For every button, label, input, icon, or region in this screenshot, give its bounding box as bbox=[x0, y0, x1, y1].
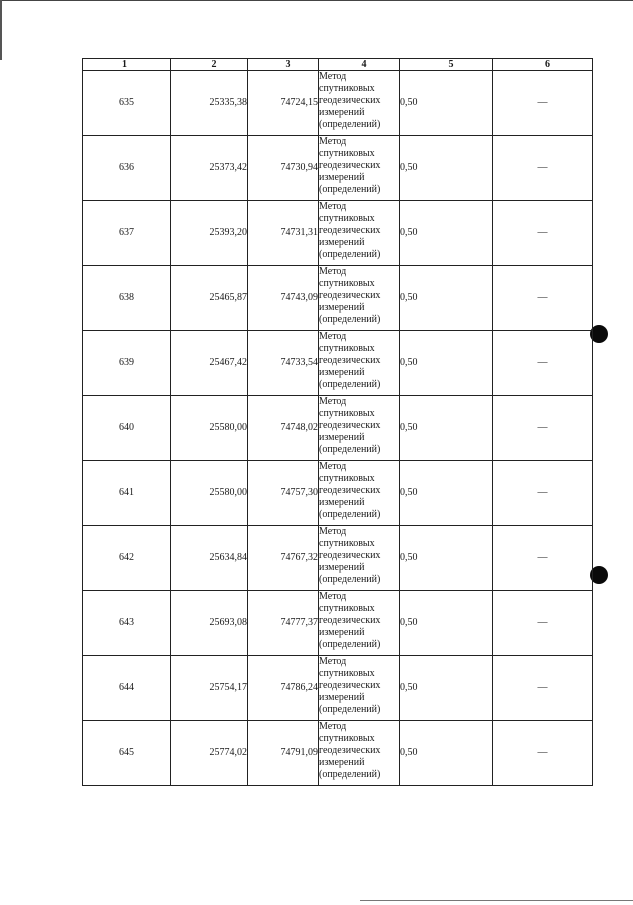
table-row bbox=[83, 721, 593, 786]
method-text-line: измерений bbox=[319, 757, 365, 768]
method-text-line: геодезических bbox=[319, 355, 381, 366]
accuracy-cell: 0,50 bbox=[400, 331, 493, 396]
accuracy-cell: 0,50 bbox=[400, 201, 493, 266]
method-cell bbox=[319, 331, 400, 396]
point-number-cell: 645 bbox=[83, 721, 171, 786]
accuracy-cell: 0,50 bbox=[400, 721, 493, 786]
method-text-line: спутниковых bbox=[319, 83, 375, 94]
method-text-line: геодезических bbox=[319, 95, 381, 106]
method-text-line: геодезических bbox=[319, 680, 381, 691]
x-coordinate-cell: 25693,08 bbox=[171, 591, 248, 656]
column-header-2: 2 bbox=[171, 59, 248, 71]
method-text-line: спутниковых bbox=[319, 213, 375, 224]
y-coordinate-cell: 74730,94 bbox=[248, 136, 319, 201]
x-coordinate-cell: 25580,00 bbox=[171, 461, 248, 526]
x-coordinate-cell: 25393,20 bbox=[171, 201, 248, 266]
note-cell: — bbox=[493, 331, 593, 396]
method-text-line: Метод bbox=[319, 331, 347, 342]
accuracy-cell: 0,50 bbox=[400, 656, 493, 721]
y-coordinate-cell: 74724,15 bbox=[248, 71, 319, 136]
accuracy-cell: 0,50 bbox=[400, 71, 493, 136]
method-text-line: Метод bbox=[319, 201, 347, 212]
accuracy-cell: 0,50 bbox=[400, 591, 493, 656]
method-cell bbox=[319, 526, 400, 591]
method-text-line: (определений) bbox=[319, 704, 381, 715]
method-text-line: спутниковых bbox=[319, 408, 375, 419]
method-text-line: геодезических bbox=[319, 615, 381, 626]
accuracy-cell: 0,50 bbox=[400, 526, 493, 591]
table-header bbox=[83, 59, 593, 71]
y-coordinate-cell: 74731,31 bbox=[248, 201, 319, 266]
method-text-line: измерений bbox=[319, 107, 365, 118]
method-text-line: (определений) bbox=[319, 119, 381, 130]
method-text-line: спутниковых bbox=[319, 668, 375, 679]
x-coordinate-cell: 25465,87 bbox=[171, 266, 248, 331]
column-header-5: 5 bbox=[400, 59, 493, 71]
method-text-line: (определений) bbox=[319, 184, 381, 195]
coordinates-table bbox=[82, 58, 593, 786]
point-number-cell: 638 bbox=[83, 266, 171, 331]
column-header-6: 6 bbox=[493, 59, 593, 71]
table-row bbox=[83, 656, 593, 721]
header-row bbox=[83, 59, 593, 71]
note-cell: — bbox=[493, 461, 593, 526]
y-coordinate-cell: 74767,32 bbox=[248, 526, 319, 591]
method-cell bbox=[319, 71, 400, 136]
method-text-line: измерений bbox=[319, 432, 365, 443]
method-cell bbox=[319, 591, 400, 656]
point-number-cell: 639 bbox=[83, 331, 171, 396]
point-number-cell: 644 bbox=[83, 656, 171, 721]
scan-edge-bottom bbox=[360, 900, 633, 901]
point-number-cell: 641 bbox=[83, 461, 171, 526]
y-coordinate-cell: 74733,54 bbox=[248, 331, 319, 396]
method-text-line: Метод bbox=[319, 136, 347, 147]
method-text-line: измерений bbox=[319, 367, 365, 378]
method-cell bbox=[319, 461, 400, 526]
note-cell: — bbox=[493, 526, 593, 591]
table-row bbox=[83, 461, 593, 526]
scan-edge-top bbox=[0, 0, 633, 1]
y-coordinate-cell: 74757,30 bbox=[248, 461, 319, 526]
coordinates-table-wrapper bbox=[82, 58, 593, 786]
x-coordinate-cell: 25335,38 bbox=[171, 71, 248, 136]
method-text-line: измерений bbox=[319, 692, 365, 703]
point-number-cell: 636 bbox=[83, 136, 171, 201]
method-text-line: геодезических bbox=[319, 290, 381, 301]
method-text-line: измерений bbox=[319, 237, 365, 248]
method-text-line: измерений bbox=[319, 302, 365, 313]
method-text-line: (определений) bbox=[319, 444, 381, 455]
method-cell bbox=[319, 396, 400, 461]
method-text-line: измерений bbox=[319, 172, 365, 183]
note-cell: — bbox=[493, 656, 593, 721]
note-cell: — bbox=[493, 396, 593, 461]
method-text-line: спутниковых bbox=[319, 603, 375, 614]
method-cell bbox=[319, 656, 400, 721]
x-coordinate-cell: 25774,02 bbox=[171, 721, 248, 786]
method-text-line: (определений) bbox=[319, 639, 381, 650]
note-cell: — bbox=[493, 591, 593, 656]
method-text-line: геодезических bbox=[319, 225, 381, 236]
y-coordinate-cell: 74777,37 bbox=[248, 591, 319, 656]
method-text-line: (определений) bbox=[319, 574, 381, 585]
method-text-line: (определений) bbox=[319, 249, 381, 260]
note-cell: — bbox=[493, 136, 593, 201]
note-cell: — bbox=[493, 201, 593, 266]
method-text-line: (определений) bbox=[319, 509, 381, 520]
column-header-3: 3 bbox=[248, 59, 319, 71]
method-text-line: спутниковых bbox=[319, 538, 375, 549]
method-text-line: спутниковых bbox=[319, 473, 375, 484]
method-text-line: спутниковых bbox=[319, 278, 375, 289]
table-body bbox=[83, 71, 593, 786]
table-row bbox=[83, 331, 593, 396]
y-coordinate-cell: 74786,24 bbox=[248, 656, 319, 721]
method-text-line: геодезических bbox=[319, 745, 381, 756]
method-text-line: Метод bbox=[319, 266, 347, 277]
method-text-line: измерений bbox=[319, 562, 365, 573]
method-text-line: (определений) bbox=[319, 379, 381, 390]
table-row bbox=[83, 201, 593, 266]
method-text-line: (определений) bbox=[319, 769, 381, 780]
point-number-cell: 643 bbox=[83, 591, 171, 656]
table-row bbox=[83, 396, 593, 461]
point-number-cell: 640 bbox=[83, 396, 171, 461]
method-cell bbox=[319, 266, 400, 331]
method-text-line: измерений bbox=[319, 627, 365, 638]
method-text-line: Метод bbox=[319, 71, 347, 82]
y-coordinate-cell: 74743,09 bbox=[248, 266, 319, 331]
column-header-4: 4 bbox=[319, 59, 400, 71]
note-cell: — bbox=[493, 721, 593, 786]
method-text-line: (определений) bbox=[319, 314, 381, 325]
method-cell bbox=[319, 136, 400, 201]
x-coordinate-cell: 25754,17 bbox=[171, 656, 248, 721]
accuracy-cell: 0,50 bbox=[400, 136, 493, 201]
method-text-line: Метод bbox=[319, 591, 347, 602]
method-text-line: Метод bbox=[319, 656, 347, 667]
method-text-line: геодезических bbox=[319, 160, 381, 171]
method-text-line: геодезических bbox=[319, 485, 381, 496]
accuracy-cell: 0,50 bbox=[400, 396, 493, 461]
x-coordinate-cell: 25634,84 bbox=[171, 526, 248, 591]
table-row bbox=[83, 526, 593, 591]
method-text-line: Метод bbox=[319, 461, 347, 472]
table-row bbox=[83, 591, 593, 656]
note-cell: — bbox=[493, 266, 593, 331]
method-text-line: Метод bbox=[319, 721, 347, 732]
method-text-line: геодезических bbox=[319, 420, 381, 431]
method-text-line: измерений bbox=[319, 497, 365, 508]
table-row bbox=[83, 266, 593, 331]
point-number-cell: 642 bbox=[83, 526, 171, 591]
method-text-line: Метод bbox=[319, 526, 347, 537]
method-text-line: геодезических bbox=[319, 550, 381, 561]
method-cell bbox=[319, 201, 400, 266]
method-cell bbox=[319, 721, 400, 786]
accuracy-cell: 0,50 bbox=[400, 266, 493, 331]
column-header-1: 1 bbox=[83, 59, 171, 71]
note-cell: — bbox=[493, 71, 593, 136]
method-text-line: спутниковых bbox=[319, 343, 375, 354]
point-number-cell: 637 bbox=[83, 201, 171, 266]
table-row bbox=[83, 71, 593, 136]
method-text-line: спутниковых bbox=[319, 733, 375, 744]
y-coordinate-cell: 74748,02 bbox=[248, 396, 319, 461]
x-coordinate-cell: 25580,00 bbox=[171, 396, 248, 461]
accuracy-cell: 0,50 bbox=[400, 461, 493, 526]
point-number-cell: 635 bbox=[83, 71, 171, 136]
table-row bbox=[83, 136, 593, 201]
method-text-line: Метод bbox=[319, 396, 347, 407]
scan-edge-left bbox=[0, 0, 2, 60]
method-text-line: спутниковых bbox=[319, 148, 375, 159]
x-coordinate-cell: 25373,42 bbox=[171, 136, 248, 201]
y-coordinate-cell: 74791,09 bbox=[248, 721, 319, 786]
x-coordinate-cell: 25467,42 bbox=[171, 331, 248, 396]
